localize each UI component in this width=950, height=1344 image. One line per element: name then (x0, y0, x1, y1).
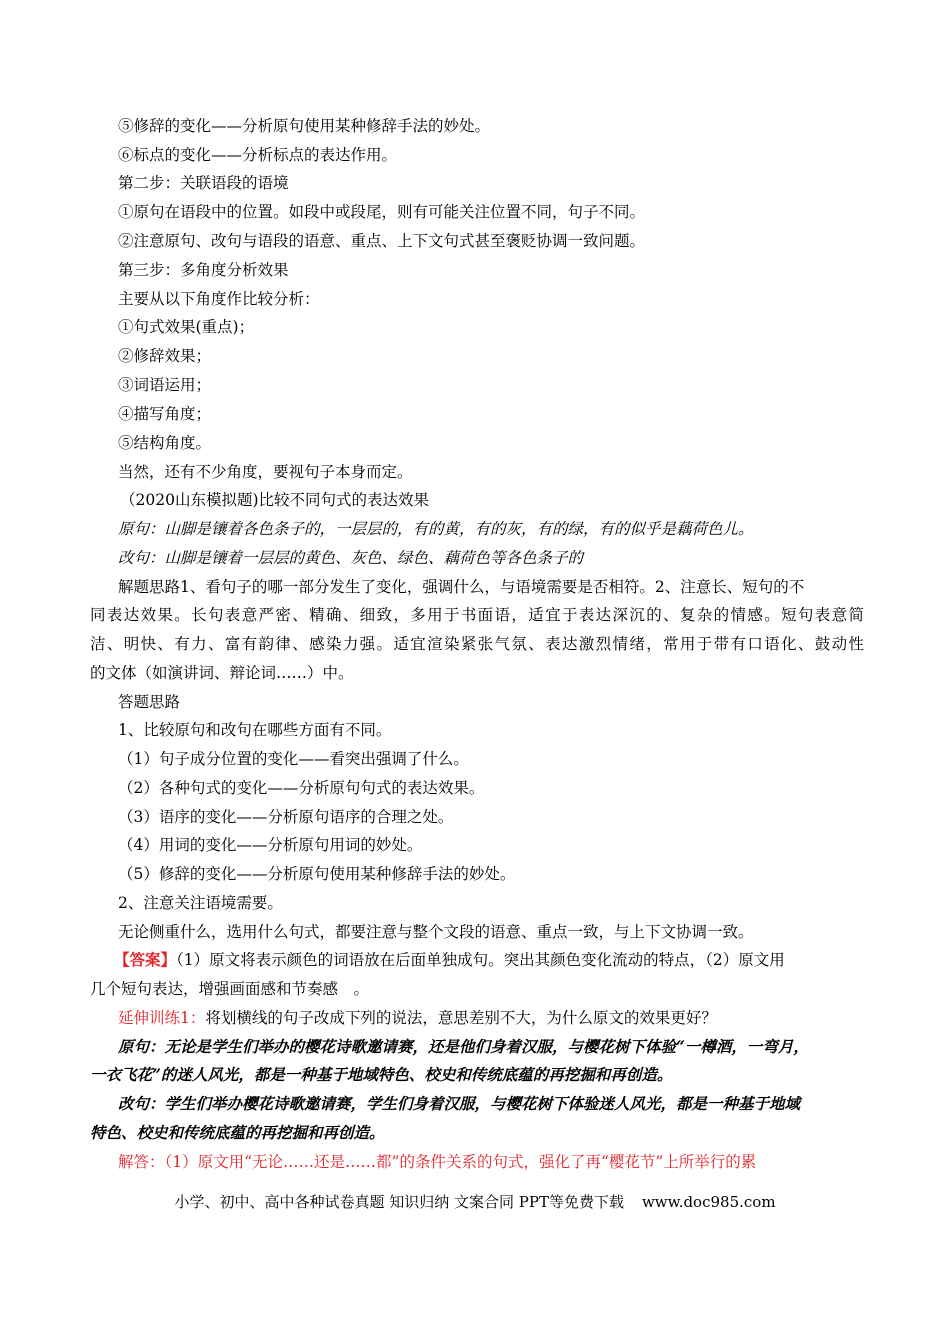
text-line: 主要从以下角度作比较分析： (118, 290, 320, 308)
list-item: （4）用词的变化——分析原句用词的妙处。 (118, 836, 423, 854)
section-heading: 第二步：关联语段的语境 (118, 174, 289, 192)
text-line: 1、比较原句和改句在哪些方面有不同。 (118, 721, 392, 739)
answer-tag: 【答案】 (114, 950, 177, 969)
example-title: （2020山东模拟题)比较不同句式的表达效果 (120, 491, 429, 509)
exercise-text: 将划横线的句子改成下列的说法，意思差别不大，为什么原文的效果更好？ (205, 1009, 717, 1027)
list-item: ④描写角度； (118, 405, 212, 423)
text-line: 当然，还有不少角度，要视句子本身而定。 (118, 463, 413, 481)
text-line: ②注意原句、改句与语段的语意、重点、上下文句式甚至褒贬协调一致问题。 (118, 232, 646, 250)
answer-line (114, 950, 785, 970)
revised-sentence: 特色、校史和传统底蕴的再挖掘和再创造。 (90, 1123, 385, 1142)
list-item: ②修辞效果； (118, 347, 212, 365)
original-sentence: 原句：无论是学生们举办的樱花诗歌邀请赛，还是他们身着汉服，与樱花树下体验“一樽酒，一弯月， (118, 1037, 809, 1056)
revised-sentence: 改句：山脚是镶着一层层的黄色、灰色、绿色、藕荷色等各色条子的 (118, 549, 584, 567)
analysis-line: 的文体（如演讲词、辩论词……）中。 (90, 664, 354, 682)
original-sentence: 一衣飞花”的迷人风光，都是一种基于地域特色、校史和传统底蕴的再挖掘和再创造。 (90, 1065, 673, 1084)
exercise-tag: 延伸训练1： (118, 1009, 206, 1027)
revised-sentence: 改句：学生们举办樱花诗歌邀请赛，学生们身着汉服，与樱花树下体验迷人风光，都是一种基于地域 (118, 1094, 801, 1113)
analysis-line: 洁、明快、有力、富有韵律、感染力强。适宜渲染紧张气氛、表达激烈情绪，常用于带有口语化、鼓动性 (90, 635, 864, 653)
answer-line: 几个短句表达，增强画面感和节奏感 。 (90, 980, 370, 998)
text-line: 2、注意关注语境需要。 (118, 894, 283, 912)
section-heading: 答题思路 (118, 693, 181, 711)
analysis-line: 同表达效果。长句表意严密、精确、细致，多用于书面语，适宜于表达深沉的、复杂的情感。短句表意简 (90, 606, 864, 624)
text-line: ⑥标点的变化——分析标点的表达作用。 (118, 146, 398, 164)
section-heading: 第三步：多角度分析效果 (118, 261, 289, 279)
analysis-line: 解题思路1、看句子的哪一部分发生了变化，强调什么，与语境需要是否相符。2、注意长、短句的不 (118, 578, 805, 596)
original-sentence: 原句：山脚是镶着各色条子的，一层层的，有的黄，有的灰，有的绿，有的似乎是藕荷色儿。 (118, 520, 754, 538)
list-item: （1）句子成分位置的变化——看突出强调了什么。 (118, 750, 469, 768)
list-item: ①句式效果(重点)； (118, 318, 255, 336)
text-line: ⑤修辞的变化——分析原句使用某种修辞手法的妙处。 (118, 117, 491, 135)
answer-text: （1）原文将表示颜色的词语放在后面单独成句。突出其颜色变化流动的特点，（2）原文用 (176, 951, 785, 969)
list-item: （2）各种句式的变化——分析原句句式的表达效果。 (118, 779, 485, 797)
list-item: ⑤结构角度。 (118, 434, 212, 452)
list-item: ③词语运用； (118, 376, 212, 394)
footer-url: www.doc985.com (641, 1193, 776, 1211)
list-item: （5）修辞的变化——分析原句使用某种修辞手法的妙处。 (118, 865, 516, 883)
text-line: 无论侧重什么，选用什么句式，都要注意与整个文段的语意、重点一致，与上下文协调一致。 (118, 923, 754, 941)
list-item: （3）语序的变化——分析原句语序的合理之处。 (118, 808, 454, 826)
solution-line: 解答：（1）原文用“无论……还是……都”的条件关系的句式，强化了再“樱花节”上所举行的累 (118, 1153, 757, 1171)
text-line: ①原句在语段中的位置。如段中或段尾，则有可能关注位置不同，句子不同。 (118, 203, 646, 221)
footer-text: 小学、初中、高中各种试卷真题 知识归纳 文案合同 PPT等免费下载 (174, 1193, 624, 1211)
exercise-line (118, 1008, 717, 1028)
page-footer (0, 1192, 950, 1212)
